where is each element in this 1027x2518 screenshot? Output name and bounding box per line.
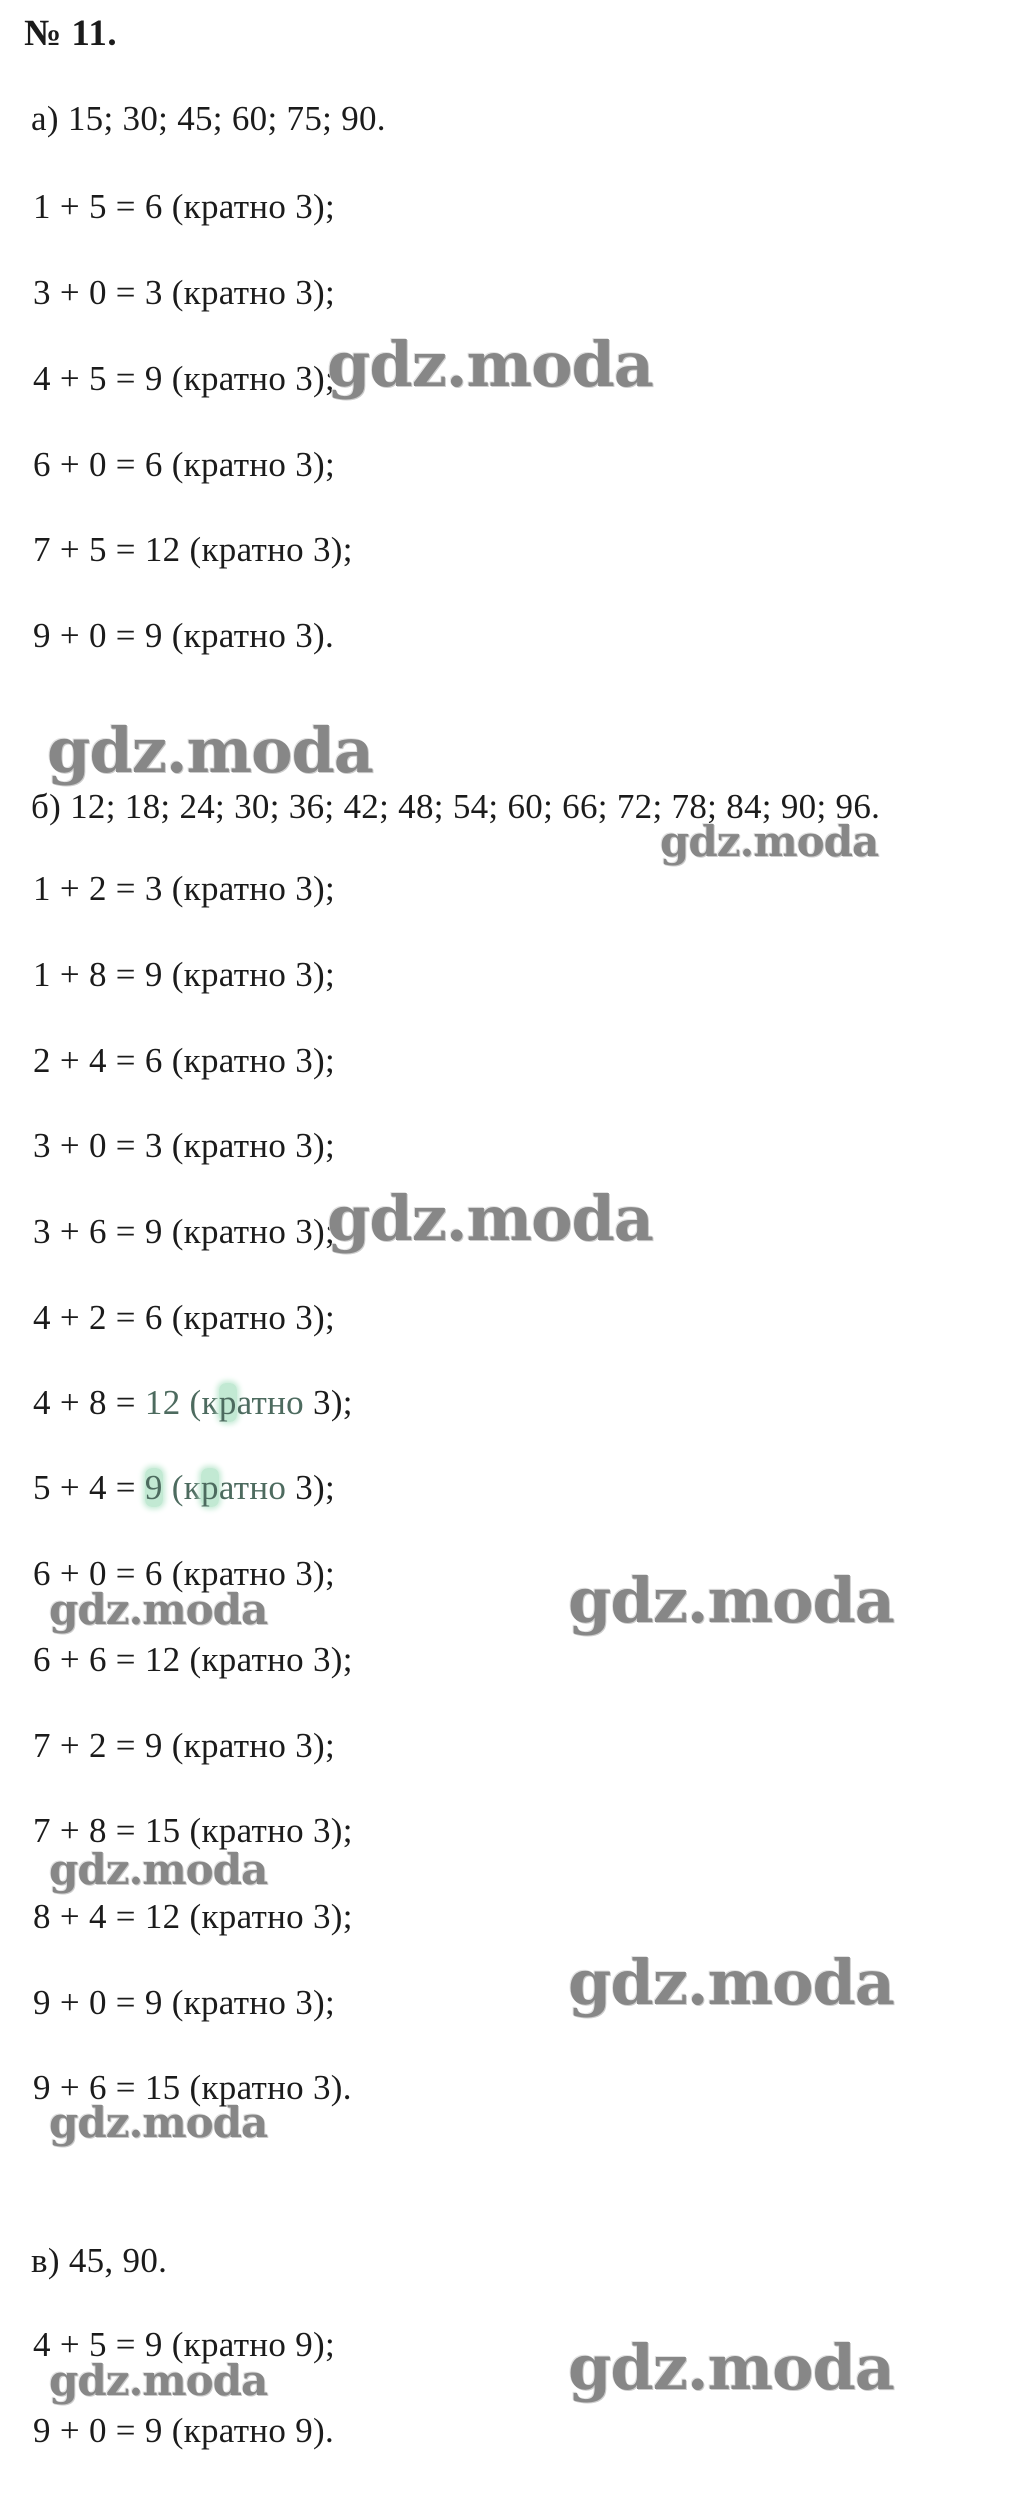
digit-sum-line: 4 + 5 = 9 (кратно 3); (33, 359, 335, 398)
green-text-segment: атно (236, 1383, 304, 1422)
digit-sum-line: 2 + 4 = 6 (кратно 3); (33, 1041, 335, 1080)
digit-sum-line: 1 + 2 = 3 (кратно 3); (33, 869, 335, 908)
gdz-moda-watermark: gdz.moda (568, 1946, 894, 2019)
digit-sum-line: 6 + 0 = 6 (кратно 3); (33, 445, 335, 484)
gdz-moda-watermark: gdz.moda (49, 1845, 268, 1894)
green-text-segment: р (218, 1383, 237, 1422)
green-text-segment: (к (162, 1468, 202, 1507)
digit-sum-line: 9 + 0 = 9 (кратно 3). (33, 616, 334, 655)
digit-sum-line: 7 + 5 = 12 (кратно 3); (33, 530, 353, 569)
digit-sum-line: 7 + 8 = 15 (кратно 3); (33, 1811, 353, 1850)
green-text-segment: 12 (к (144, 1383, 219, 1422)
digit-sum-line: 3 + 0 = 3 (кратно 3); (33, 1126, 335, 1165)
part-b-list: б) 12; 18; 24; 30; 36; 42; 48; 54; 60; 66; 72; 78; 84; 90; 96. (31, 787, 881, 826)
digit-sum-line: 9 + 0 = 9 (кратно 9). (33, 2411, 334, 2450)
digit-sum-line: 6 + 0 = 6 (кратно 3); (33, 1554, 335, 1593)
digit-sum-line: 3 + 6 = 9 (кратно 3); (33, 1212, 335, 1251)
gdz-moda-watermark: gdz.moda (327, 1182, 653, 1255)
green-text-segment: 9 (144, 1468, 163, 1507)
gdz-moda-watermark: gdz.moda (49, 2356, 268, 2405)
gdz-moda-watermark: gdz.moda (49, 1585, 268, 1634)
digit-sum-line: 1 + 5 = 6 (кратно 3); (33, 187, 335, 226)
text-segment: 4 + 8 = (33, 1383, 145, 1422)
digit-sum-line: 7 + 2 = 9 (кратно 3); (33, 1726, 335, 1765)
problem-number: № 11. (24, 13, 118, 54)
gdz-moda-watermark: gdz.moda (568, 1564, 894, 1637)
gdz-moda-watermark: gdz.moda (327, 328, 653, 401)
gdz-moda-watermark: gdz.moda (47, 714, 373, 787)
digit-sum-line: 3 + 0 = 3 (кратно 3); (33, 273, 335, 312)
gdz-moda-watermark: gdz.moda (660, 817, 879, 866)
digit-sum-line: 9 + 6 = 15 (кратно 3). (33, 2068, 352, 2107)
digit-sum-line (33, 1469, 335, 1508)
digit-sum-line (33, 1384, 353, 1423)
text-segment: 5 + 4 = (33, 1468, 145, 1507)
digit-sum-line: 1 + 8 = 9 (кратно 3); (33, 955, 335, 994)
part-v-list: в) 45, 90. (31, 2241, 168, 2280)
green-text-segment: атно (218, 1468, 287, 1507)
gdz-moda-watermark: gdz.moda (49, 2098, 268, 2147)
text-segment: 3); (286, 1468, 336, 1507)
digit-sum-line: 4 + 2 = 6 (кратно 3); (33, 1298, 335, 1337)
digit-sum-line: 4 + 5 = 9 (кратно 9); (33, 2325, 335, 2364)
part-a-list: а) 15; 30; 45; 60; 75; 90. (31, 99, 386, 138)
gdz-moda-watermark: gdz.moda (568, 2331, 894, 2404)
digit-sum-line: 9 + 0 = 9 (кратно 3); (33, 1983, 335, 2022)
text-segment: 3); (303, 1383, 353, 1422)
green-text-segment: р (201, 1468, 219, 1507)
digit-sum-line: 8 + 4 = 12 (кратно 3); (33, 1897, 353, 1936)
digit-sum-line: 6 + 6 = 12 (кратно 3); (33, 1640, 353, 1679)
